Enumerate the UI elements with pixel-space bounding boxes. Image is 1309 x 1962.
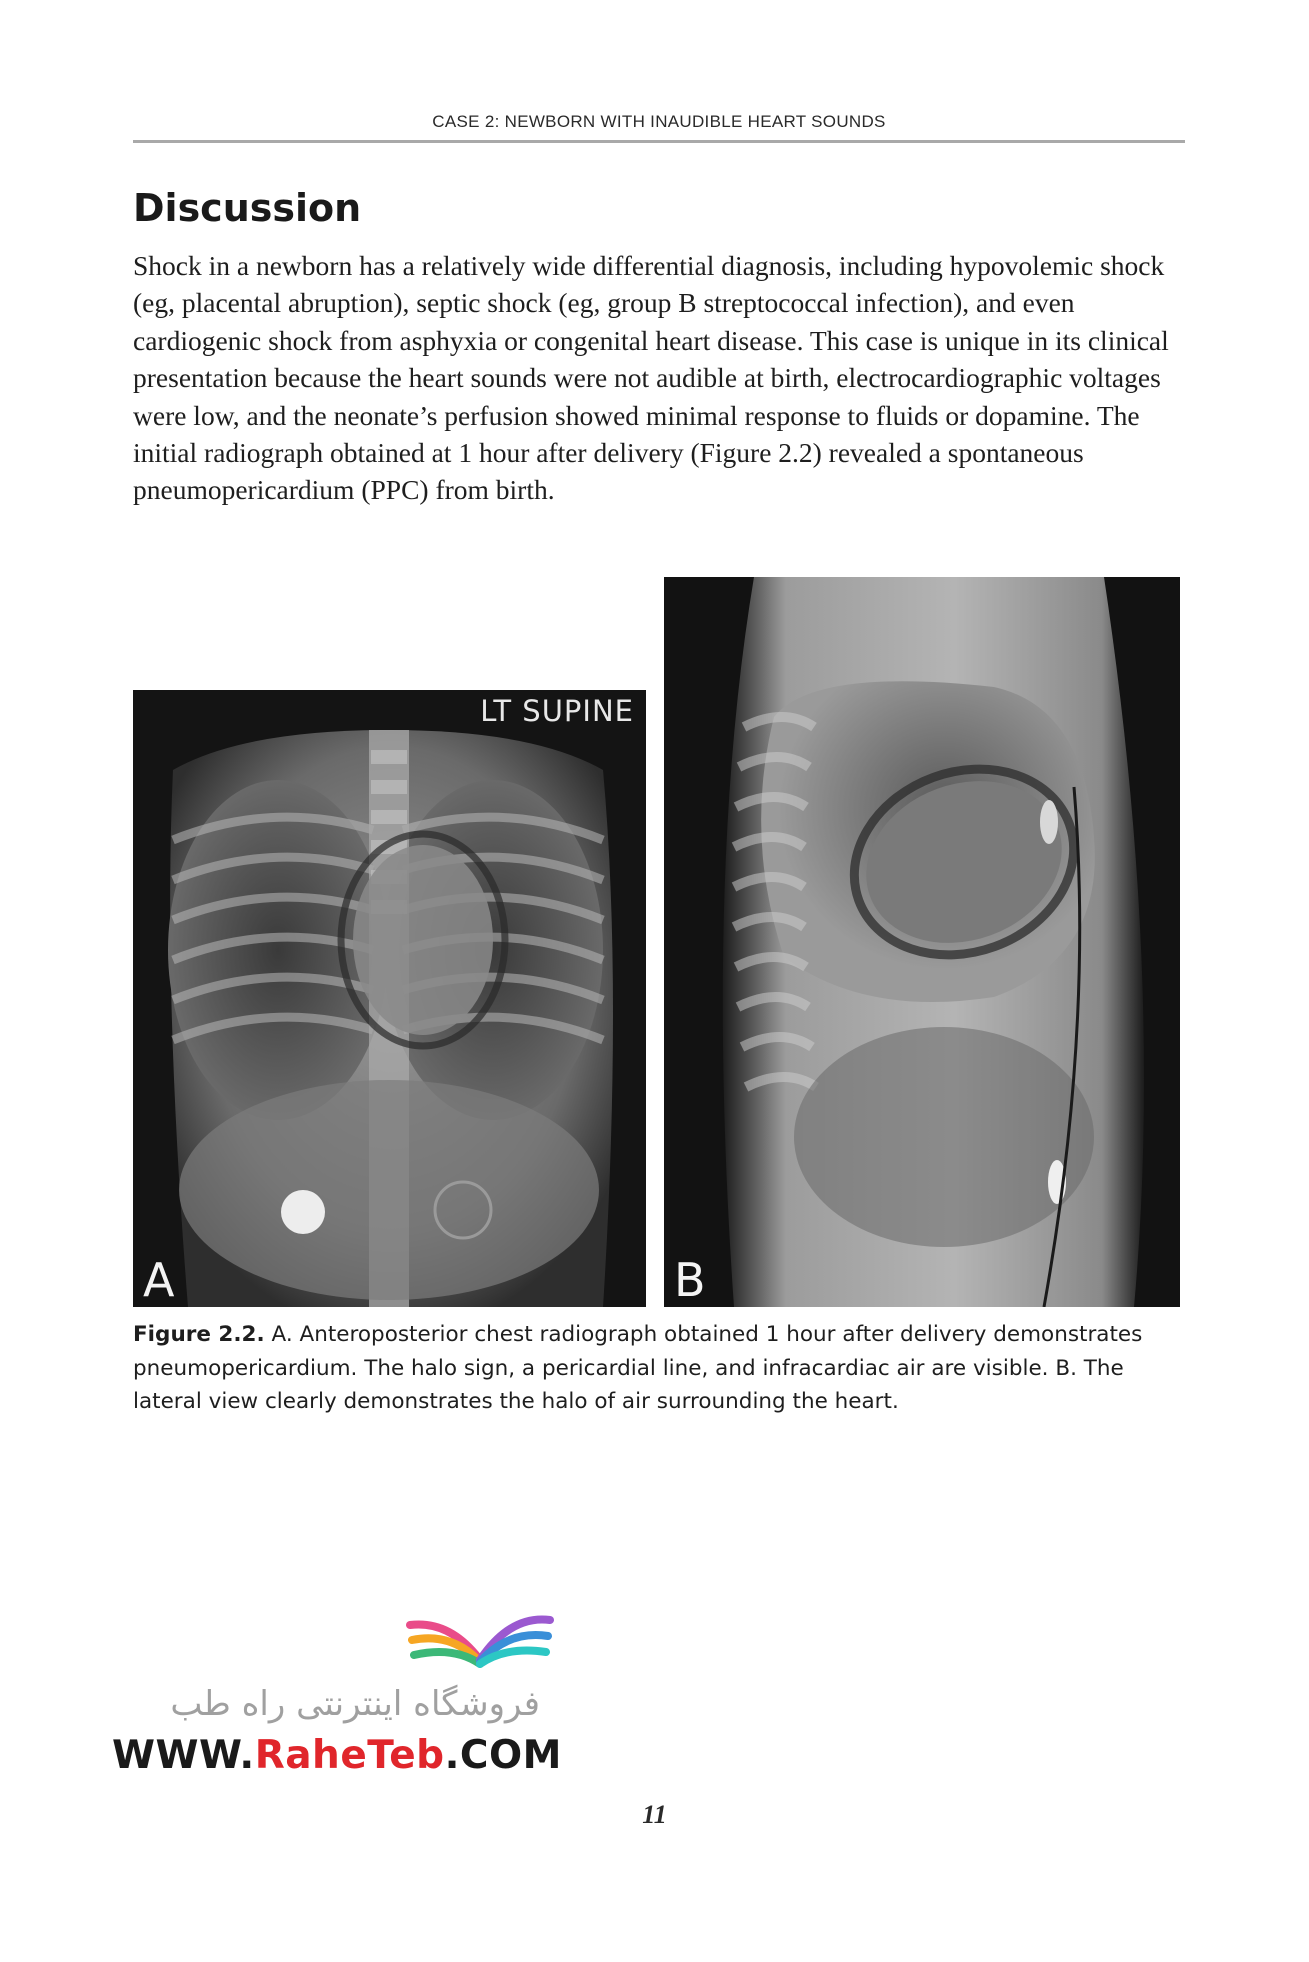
section-title: Discussion	[133, 186, 362, 230]
lateral-radiograph-image	[664, 577, 1180, 1307]
figure-caption-label: Figure 2.2.	[133, 1322, 265, 1347]
watermark-persian-text: فروشگاه اینترنتی راه طب	[170, 1684, 540, 1724]
body-paragraph: Shock in a newborn has a relatively wide differential diagnosis, including hypovolemic shock (eg, placental abruption), septic shock (eg, group B streptococcal infection), and even cardiogenic shock from asphyxia or congenital heart disease. This case is unique in its clinical presentation because the heart sounds were not audible at birth, electrocardiographic voltages were low, and the neonate’s perfusion showed minimal response to fluids or dopamine. The initial radiograph obtained at 1 hour after delivery (Figure 2.2) revealed a spontaneous pneumopericardium (PPC) from birth.	[133, 250, 1169, 506]
radiograph-position-tag: LT SUPINE	[480, 694, 634, 728]
panel-letter-a: A	[143, 1253, 175, 1307]
header-rule	[133, 140, 1185, 143]
running-head: CASE 2: NEWBORN WITH INAUDIBLE HEART SOUNDS	[432, 112, 886, 131]
ap-radiograph-image	[133, 690, 646, 1307]
watermark-url-brand: RaheTeb	[254, 1733, 445, 1778]
rahe-teb-watermark	[110, 1600, 562, 1785]
figure-caption-text: A. Anteroposterior chest radiograph obtained 1 hour after delivery demonstrates pneumopericardium. The halo sign, a pericardial line, and infracardiac air are visible. B. The lateral view clearly demonstrates the halo of air surrounding the heart.	[133, 1322, 1143, 1414]
figure-caption	[133, 1318, 1193, 1419]
panel-letter-b: B	[674, 1253, 706, 1307]
page-number: 11	[642, 1800, 667, 1829]
watermark-url-prefix: WWW.	[112, 1733, 255, 1778]
watermark-url	[112, 1733, 562, 1778]
radiograph-panel-b	[664, 577, 1180, 1307]
radiograph-panel-a	[133, 690, 646, 1307]
open-book-rainbow-icon	[390, 1600, 570, 1680]
watermark-url-suffix: .COM	[444, 1733, 562, 1778]
